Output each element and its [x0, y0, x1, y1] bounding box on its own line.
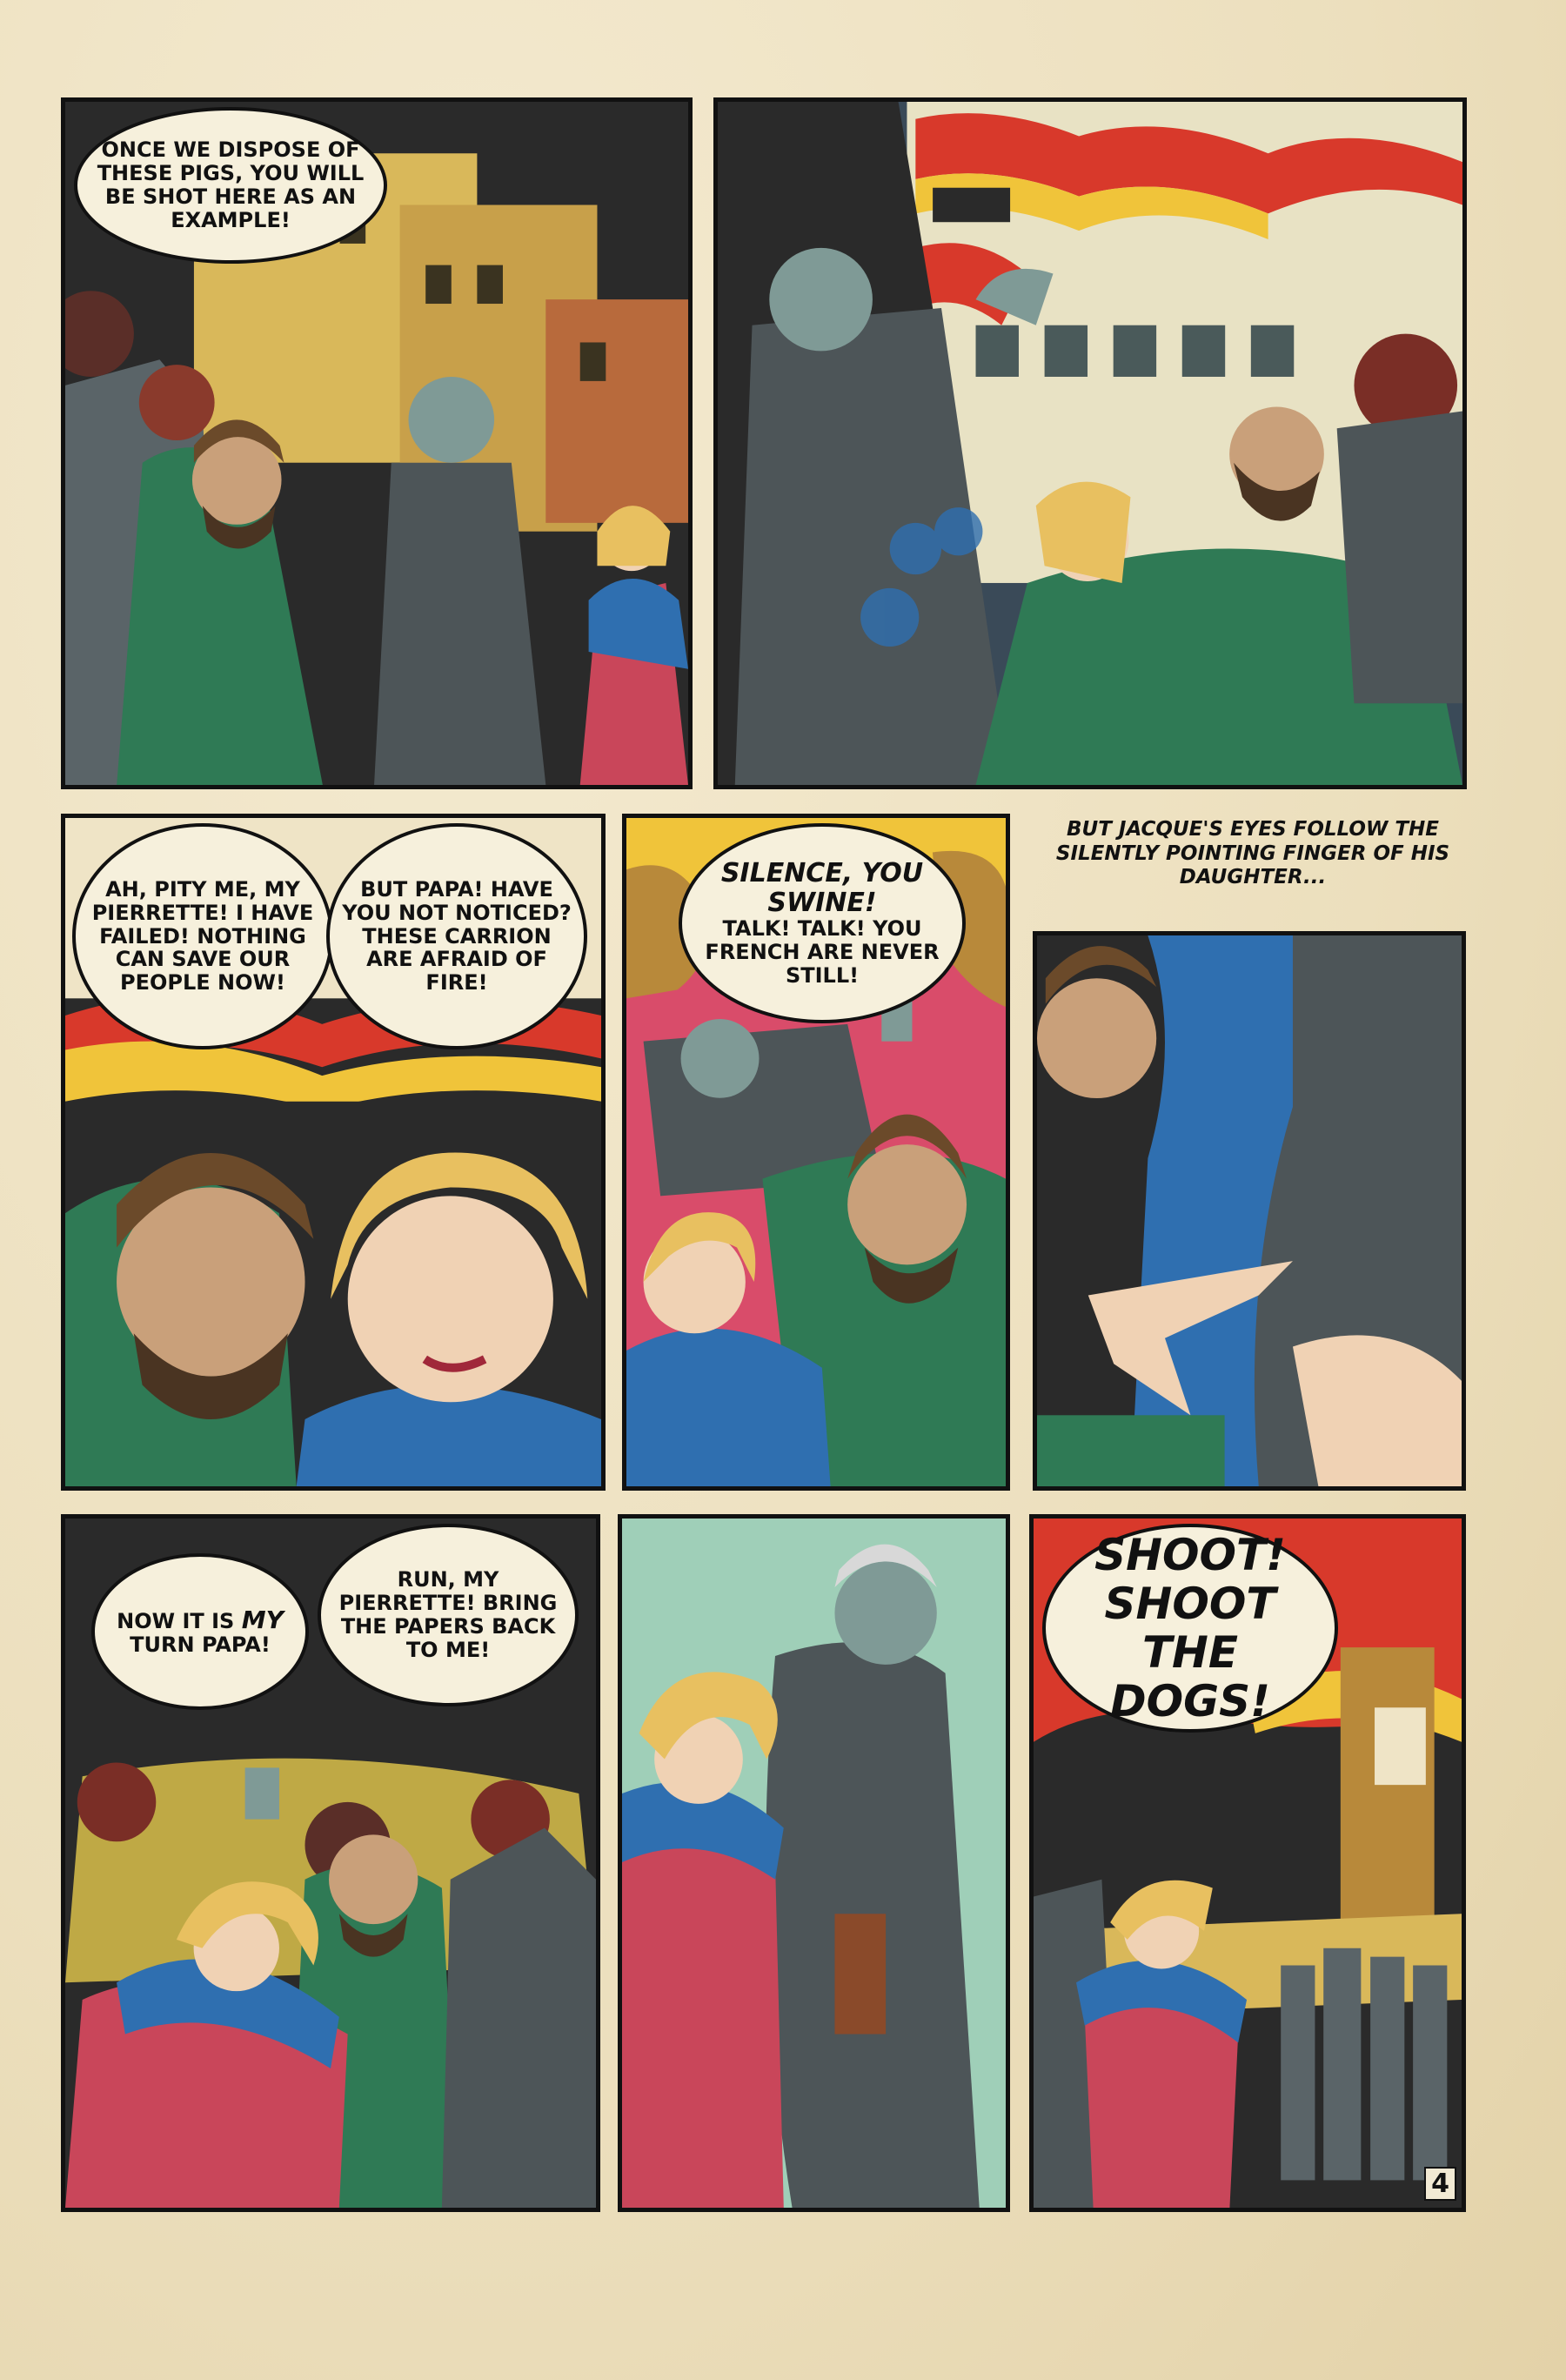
panel-6-speech-text-pierrette: TURN PAPA!	[130, 1632, 271, 1658]
panel-6-speech-balloon-pierrette-content	[107, 1606, 293, 1657]
panel-8-speech-balloon	[1042, 1524, 1338, 1733]
panel-6-speech-balloon-papa	[318, 1524, 579, 1706]
panel-4-speech-balloon	[679, 823, 966, 1023]
panel-1-speech-balloon	[74, 107, 387, 264]
panel-2	[713, 97, 1467, 789]
panel-5-art	[1037, 935, 1462, 1486]
panel-1-speech-text: ONCE WE DISPOSE OF THESE PIGS, YOU WILL BE SHOT HERE AS AN EXAMPLE!	[97, 137, 365, 232]
panel-7	[618, 1514, 1010, 2212]
panel-3-speech-balloon-pierrette	[326, 823, 587, 1049]
page-number-text: 4	[1431, 2169, 1449, 2199]
panel-5-caption	[1040, 818, 1466, 890]
panel-7-art	[622, 1519, 1006, 2208]
panel-4-speech-emphasis: SILENCE, YOU SWINE!	[720, 858, 924, 918]
panel-6	[61, 1514, 600, 2212]
panel-3-speech-text-papa: AH, PITY ME, MY PIERRETTE! I HAVE FAILED! NOTHING CAN SAVE OUR PEOPLE NOW!	[91, 876, 314, 996]
panel-3	[61, 814, 606, 1491]
panel-5-caption-text: BUT JACQUE'S EYES FOLLOW THE SILENTLY POINTING FINGER OF HIS DAUGHTER...	[1055, 818, 1450, 889]
panel-4-speech-text: TALK! TALK! YOU FRENCH ARE NEVER STILL!	[705, 916, 940, 989]
panel-8-speech-text: SHOOT! SHOOT THE DOGS!	[1094, 1530, 1286, 1726]
panel-6-speech-balloon-pierrette	[91, 1553, 309, 1710]
panel-3-speech-text-pierrette: BUT PAPA! HAVE YOU NOT NOTICED? THESE CARRION ARE AFRAID OF FIRE!	[342, 876, 572, 996]
panel-5	[1033, 931, 1466, 1491]
panel-8	[1029, 1514, 1466, 2212]
panel-3-speech-balloon-papa	[72, 823, 333, 1049]
panel-1	[61, 97, 693, 789]
page-number	[1424, 2167, 1456, 2201]
panel-6-speech-emphasis: MY	[241, 1605, 284, 1634]
panel-2-art	[718, 102, 1462, 785]
panel-4	[622, 814, 1010, 1491]
panel-6-speech-text-papa: RUN, MY PIERRETTE! BRING THE PAPERS BACK TO ME!	[338, 1567, 558, 1662]
panel-6-speech-pre: NOW IT IS	[117, 1608, 235, 1633]
